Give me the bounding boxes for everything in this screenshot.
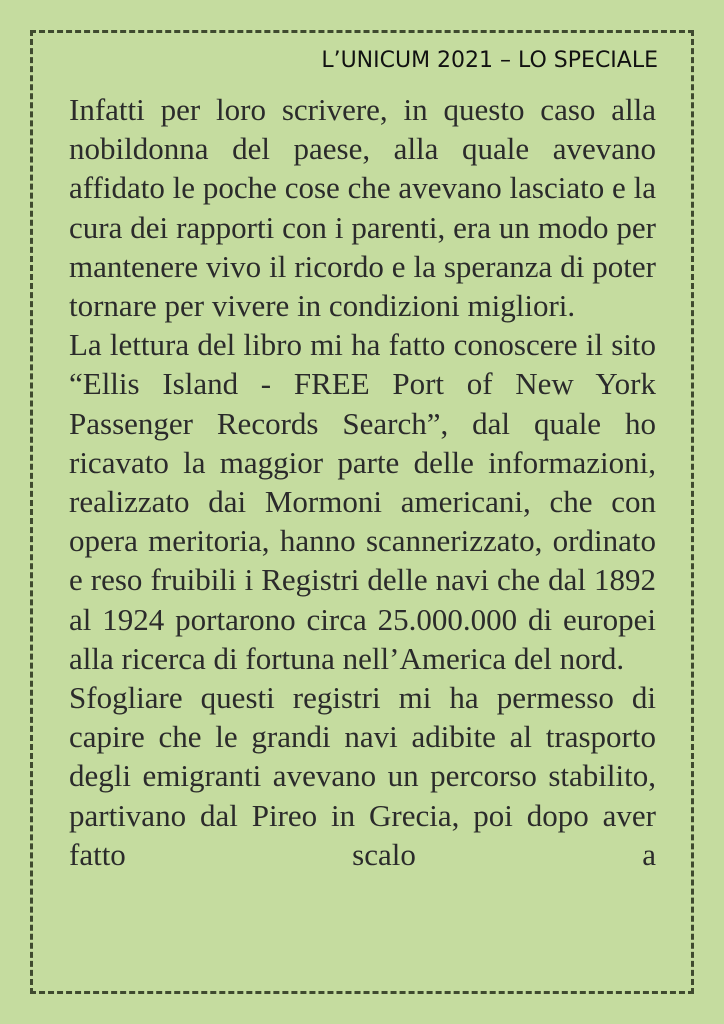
- article-paragraph-2: La lettura del libro mi ha fatto conoscere il sito “Ellis Island - FREE Port of New York Passenger Records Search”, dal quale ho ricavato la maggior parte delle informazioni, realizzato dai Mormoni americani, che con opera meritoria, hanno scannerizzato, ordinato e reso fruibili i Registri delle navi che dal 1892 al 1924 portarono circa 25.000.000 di europei alla ricerca di fortuna nell’America del nord.: [69, 327, 656, 676]
- page-header-title: L’UNICUM 2021 – LO SPECIALE: [321, 48, 658, 73]
- article-body: [69, 90, 656, 874]
- article-paragraph-3: Sfogliare questi registri mi ha permesso di capire che le grandi navi adibite al trasporto degli emigranti avevano un percorso stabilito, partivano dal Pireo in Grecia, poi dopo aver fatto scalo a: [69, 680, 656, 872]
- article-paragraph-1: Infatti per loro scrivere, in questo caso alla nobildonna del paese, alla quale avevano affidato le poche cose che avevano lasciato e la cura dei rapporti con i parenti, era un modo per mantenere vivo il ricordo e la speranza di poter tornare per vivere in condizioni migliori.: [69, 92, 656, 324]
